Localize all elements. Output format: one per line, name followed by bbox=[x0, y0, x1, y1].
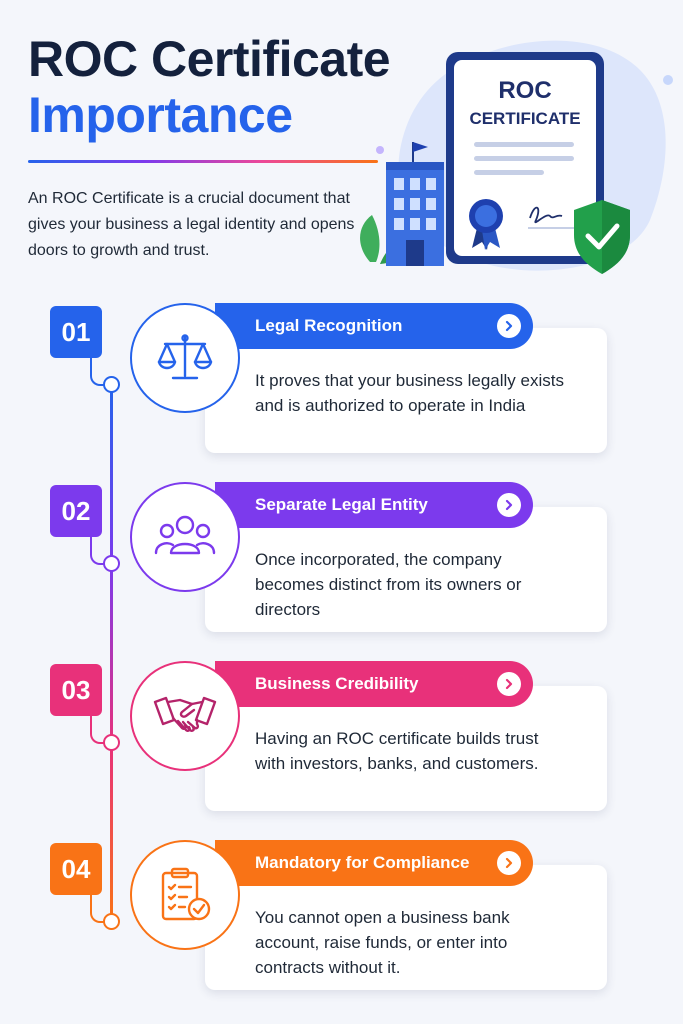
sparkle-dot-icon bbox=[663, 75, 673, 85]
page-title-line2: Importance bbox=[28, 87, 293, 143]
step-description: It proves that your business legally exists and is authorized to operate in India bbox=[255, 371, 564, 415]
title-underline bbox=[28, 160, 378, 163]
chevron-right-icon[interactable] bbox=[497, 314, 521, 338]
step-icon-circle bbox=[130, 661, 240, 771]
step-title: Separate Legal Entity bbox=[255, 495, 428, 514]
step-icon-circle bbox=[130, 303, 240, 413]
timeline-dot bbox=[103, 913, 120, 930]
step-title-pill bbox=[215, 661, 533, 707]
step-description: You cannot open a business bank account, raise funds, or enter into contracts without it. bbox=[255, 908, 510, 977]
step-separate-legal-entity bbox=[0, 482, 683, 647]
seal-ribbon-icon bbox=[469, 199, 503, 250]
doc-title1: ROC bbox=[498, 77, 552, 104]
step-icon-circle bbox=[130, 840, 240, 950]
step-title: Business Credibility bbox=[255, 674, 419, 693]
sparkle-dot-icon bbox=[376, 146, 384, 154]
step-title-pill bbox=[215, 482, 533, 528]
step-number-badge: 02 bbox=[50, 485, 102, 537]
step-number-badge: 01 bbox=[50, 306, 102, 358]
chevron-right-icon[interactable] bbox=[497, 851, 521, 875]
step-icon-circle bbox=[130, 482, 240, 592]
page-title-line1: ROC Certificate bbox=[28, 31, 391, 87]
intro-text: An ROC Certificate is a crucial document that gives your business a legal identity and opens doors to growth and trust. bbox=[28, 190, 355, 259]
step-title-pill bbox=[215, 840, 533, 886]
people-icon bbox=[153, 507, 217, 567]
step-title: Legal Recognition bbox=[255, 316, 403, 335]
step-number-badge: 04 bbox=[50, 843, 102, 895]
clipboard-check-icon bbox=[157, 865, 213, 925]
certificate-illustration bbox=[350, 30, 680, 280]
step-number-badge: 03 bbox=[50, 664, 102, 716]
chevron-right-icon[interactable] bbox=[497, 493, 521, 517]
step-title-pill bbox=[215, 303, 533, 349]
certificate-illustration-svg bbox=[350, 30, 680, 280]
step-title: Mandatory for Compliance bbox=[255, 853, 470, 872]
handshake-icon bbox=[152, 688, 218, 744]
timeline-dot bbox=[103, 734, 120, 751]
chevron-right-icon[interactable] bbox=[497, 672, 521, 696]
step-description: Having an ROC certificate builds trust with investors, banks, and customers. bbox=[255, 729, 539, 773]
timeline-dot bbox=[103, 555, 120, 572]
scales-icon bbox=[155, 328, 215, 388]
doc-title2: CERTIFICATE bbox=[469, 109, 581, 128]
step-description: Once incorporated, the company becomes distinct from its owners or directors bbox=[255, 550, 522, 619]
timeline-dot bbox=[103, 376, 120, 393]
step-business-credibility bbox=[0, 661, 683, 826]
step-legal-recognition bbox=[0, 303, 683, 468]
step-mandatory-compliance bbox=[0, 840, 683, 1005]
